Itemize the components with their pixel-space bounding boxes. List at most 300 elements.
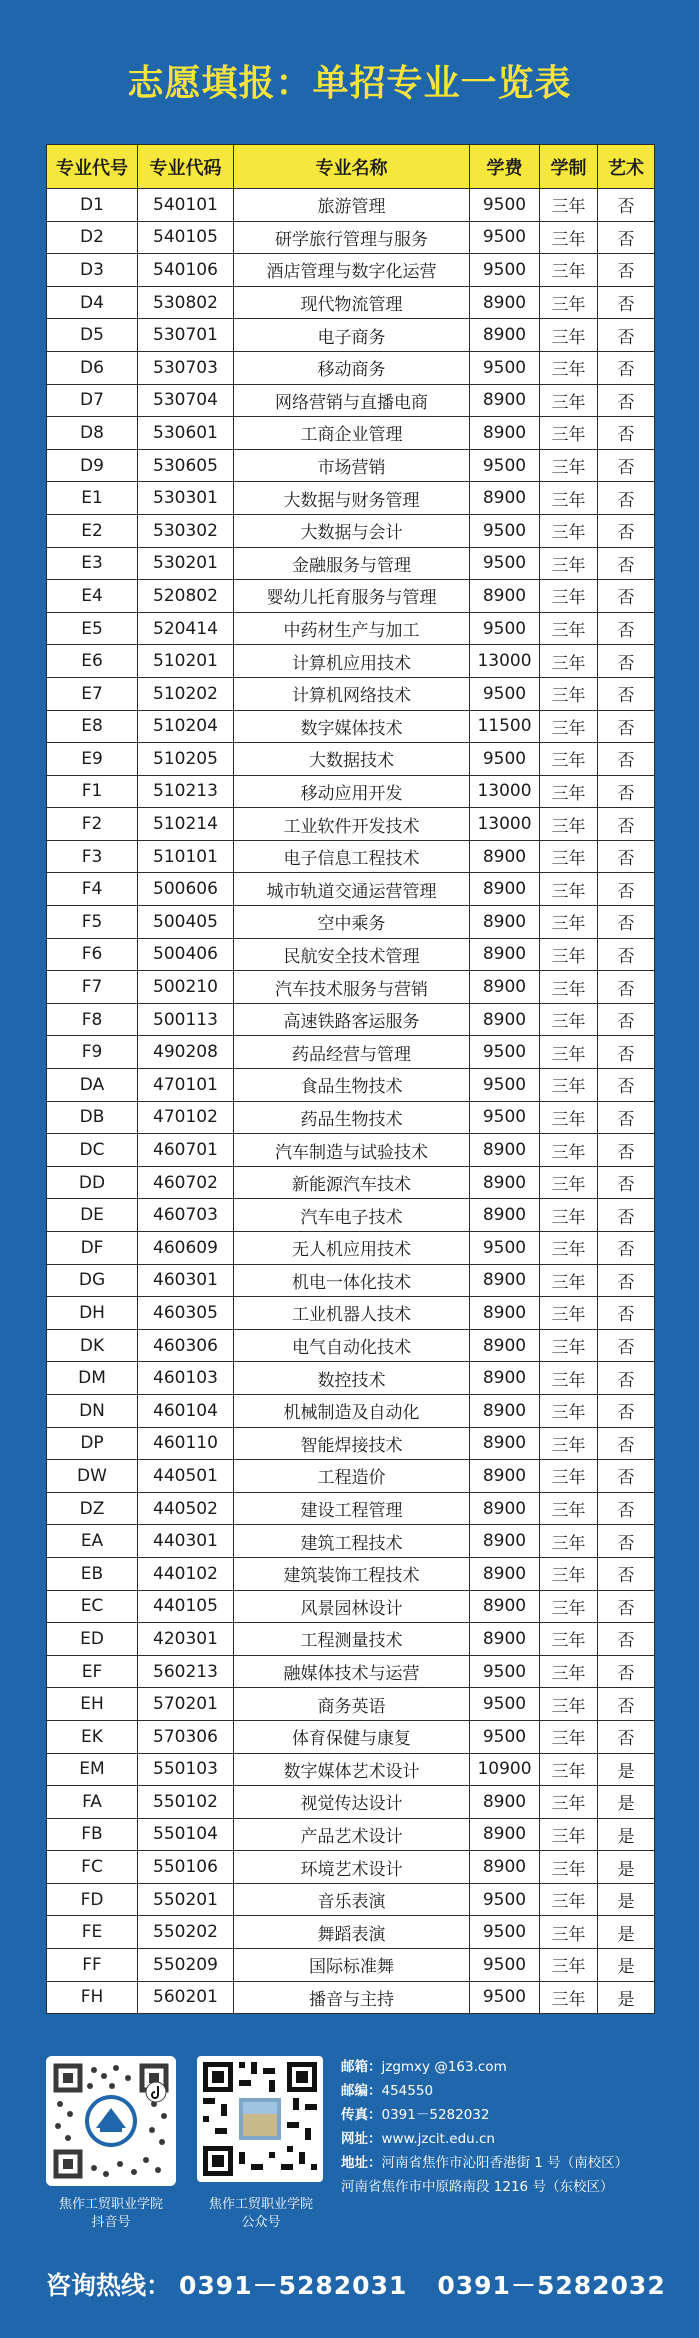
fax-line: 传真：0391－5282032 [341, 2107, 490, 2123]
cell-major-name: 电子商务 [234, 319, 470, 352]
cell-tuition: 8900 [470, 1557, 540, 1590]
cell-major-code: 440502 [138, 1492, 234, 1525]
cell-major-code: 500113 [138, 1003, 234, 1036]
cell-duration: 三年 [540, 1134, 598, 1167]
contact-info [341, 2055, 691, 2199]
cell-art: 否 [598, 1427, 655, 1460]
cell-major-id: EB [47, 1557, 138, 1590]
wechat-qr-icon [197, 2056, 323, 2182]
cell-tuition: 9500 [470, 1949, 540, 1982]
table-row [47, 1851, 655, 1884]
cell-art: 否 [598, 319, 655, 352]
cell-major-id: D1 [47, 189, 138, 222]
header-tuition: 学费 [470, 145, 540, 189]
hotline-number-1: 0391－5282031 [179, 2271, 408, 2300]
cell-tuition: 8900 [470, 1134, 540, 1167]
table-row [47, 319, 655, 352]
table-row [47, 1362, 655, 1395]
cell-tuition: 8900 [470, 1786, 540, 1819]
cell-major-code: 490208 [138, 1036, 234, 1069]
table-row [47, 1557, 655, 1590]
table-row [47, 1329, 655, 1362]
cell-major-id: DH [47, 1297, 138, 1330]
cell-duration: 三年 [540, 1525, 598, 1558]
cell-major-name: 现代物流管理 [234, 286, 470, 319]
cell-major-id: EM [47, 1753, 138, 1786]
cell-major-name: 建筑装饰工程技术 [234, 1557, 470, 1590]
cell-tuition: 9500 [470, 1883, 540, 1916]
cell-major-name: 城市轨道交通运营管理 [234, 873, 470, 906]
cell-duration: 三年 [540, 1069, 598, 1102]
cell-major-name: 金融服务与管理 [234, 547, 470, 580]
cell-tuition: 8900 [470, 384, 540, 417]
cell-major-name: 视觉传达设计 [234, 1786, 470, 1819]
cell-major-id: F7 [47, 971, 138, 1004]
cell-major-name: 播音与主持 [234, 1981, 470, 2014]
cell-major-name: 建设工程管理 [234, 1492, 470, 1525]
cell-art: 否 [598, 1720, 655, 1753]
cell-duration: 三年 [540, 1362, 598, 1395]
table-row [47, 906, 655, 939]
cell-major-id: D3 [47, 254, 138, 287]
cell-tuition: 8900 [470, 1460, 540, 1493]
cell-tuition: 8900 [470, 1003, 540, 1036]
table-row [47, 1525, 655, 1558]
cell-tuition: 9500 [470, 1101, 540, 1134]
cell-major-name: 计算机网络技术 [234, 677, 470, 710]
wechat-qr-code [197, 2056, 323, 2182]
table-row [47, 1069, 655, 1102]
cell-major-name: 移动应用开发 [234, 775, 470, 808]
header-art: 艺术 [598, 145, 655, 189]
table-row [47, 351, 655, 384]
hotline-label: 咨询热线： [46, 2271, 172, 2300]
table-row [47, 417, 655, 450]
cell-major-name: 无人机应用技术 [234, 1232, 470, 1265]
cell-major-code: 470101 [138, 1069, 234, 1102]
cell-duration: 三年 [540, 580, 598, 613]
cell-major-code: 540106 [138, 254, 234, 287]
website-value: www.jzcit.edu.cn [381, 2131, 495, 2147]
cell-tuition: 9500 [470, 1688, 540, 1721]
cell-tuition: 11500 [470, 710, 540, 743]
table-row [47, 840, 655, 873]
cell-tuition: 8900 [470, 286, 540, 319]
cell-major-name: 国际标准舞 [234, 1949, 470, 1982]
cell-major-code: 440105 [138, 1590, 234, 1623]
cell-major-id: FD [47, 1883, 138, 1916]
cell-duration: 三年 [540, 840, 598, 873]
cell-major-code: 500606 [138, 873, 234, 906]
cell-major-code: 460110 [138, 1427, 234, 1460]
cell-duration: 三年 [540, 1688, 598, 1721]
cell-duration: 三年 [540, 1003, 598, 1036]
page-title: 志愿填报：单招专业一览表 [127, 63, 572, 104]
douyin-qr-code [46, 2056, 176, 2186]
cell-major-code: 440501 [138, 1460, 234, 1493]
cell-major-name: 新能源汽车技术 [234, 1166, 470, 1199]
cell-tuition: 8900 [470, 1525, 540, 1558]
cell-major-name: 数字媒体艺术设计 [234, 1753, 470, 1786]
table-row [47, 221, 655, 254]
cell-major-code: 540101 [138, 189, 234, 222]
table-row [47, 1003, 655, 1036]
cell-major-code: 550201 [138, 1883, 234, 1916]
cell-art: 否 [598, 645, 655, 678]
cell-duration: 三年 [540, 1655, 598, 1688]
cell-duration: 三年 [540, 1101, 598, 1134]
cell-major-name: 音乐表演 [234, 1883, 470, 1916]
cell-major-code: 550209 [138, 1949, 234, 1982]
cell-major-code: 530802 [138, 286, 234, 319]
cell-major-id: FF [47, 1949, 138, 1982]
table-row [47, 254, 655, 287]
cell-duration: 三年 [540, 449, 598, 482]
cell-major-id: D4 [47, 286, 138, 319]
cell-duration: 三年 [540, 1199, 598, 1232]
cell-duration: 三年 [540, 645, 598, 678]
cell-major-name: 药品生物技术 [234, 1101, 470, 1134]
cell-art: 否 [598, 221, 655, 254]
cell-major-id: E2 [47, 514, 138, 547]
cell-duration: 三年 [540, 775, 598, 808]
table-header-row [47, 145, 655, 189]
cell-major-id: F2 [47, 808, 138, 841]
cell-art: 否 [598, 384, 655, 417]
cell-duration: 三年 [540, 384, 598, 417]
cell-art: 否 [598, 254, 655, 287]
cell-duration: 三年 [540, 514, 598, 547]
cell-major-name: 建筑工程技术 [234, 1525, 470, 1558]
cell-major-name: 电子信息工程技术 [234, 840, 470, 873]
cell-tuition: 9500 [470, 1981, 540, 2014]
cell-tuition: 8900 [470, 840, 540, 873]
table-row [47, 1786, 655, 1819]
cell-duration: 三年 [540, 612, 598, 645]
cell-tuition: 9500 [470, 1916, 540, 1949]
cell-duration: 三年 [540, 1232, 598, 1265]
cell-duration: 三年 [540, 1949, 598, 1982]
cell-major-code: 460703 [138, 1199, 234, 1232]
table-row [47, 1916, 655, 1949]
table-row [47, 1036, 655, 1069]
cell-major-code: 460301 [138, 1264, 234, 1297]
cell-major-id: F6 [47, 938, 138, 971]
cell-major-code: 550106 [138, 1851, 234, 1884]
cell-art: 否 [598, 1134, 655, 1167]
cell-art: 否 [598, 1557, 655, 1590]
cell-major-id: EA [47, 1525, 138, 1558]
cell-tuition: 8900 [470, 319, 540, 352]
cell-art: 否 [598, 906, 655, 939]
cell-major-id: DN [47, 1394, 138, 1427]
cell-major-name: 汽车电子技术 [234, 1199, 470, 1232]
cell-major-name: 工程测量技术 [234, 1623, 470, 1656]
cell-duration: 三年 [540, 254, 598, 287]
cell-major-code: 440102 [138, 1557, 234, 1590]
cell-major-code: 530301 [138, 482, 234, 515]
cell-major-name: 体育保健与康复 [234, 1720, 470, 1753]
cell-duration: 三年 [540, 286, 598, 319]
cell-duration: 三年 [540, 1427, 598, 1460]
cell-tuition: 9500 [470, 189, 540, 222]
tiktok-qr-icon [46, 2056, 176, 2186]
cell-major-id: F8 [47, 1003, 138, 1036]
cell-tuition: 8900 [470, 938, 540, 971]
table-row [47, 1101, 655, 1134]
cell-major-id: DM [47, 1362, 138, 1395]
cell-major-id: F9 [47, 1036, 138, 1069]
cell-art: 否 [598, 1655, 655, 1688]
cell-tuition: 13000 [470, 645, 540, 678]
cell-major-name: 酒店管理与数字化运营 [234, 254, 470, 287]
cell-major-name: 婴幼儿托育服务与管理 [234, 580, 470, 613]
cell-major-id: D8 [47, 417, 138, 450]
cell-major-code: 510101 [138, 840, 234, 873]
table-row [47, 1981, 655, 2014]
cell-duration: 三年 [540, 1851, 598, 1884]
cell-art: 否 [598, 514, 655, 547]
cell-major-code: 530302 [138, 514, 234, 547]
cell-major-name: 工商企业管理 [234, 417, 470, 450]
email-line: 邮箱：jzgmxy @163.com [341, 2059, 507, 2075]
cell-art: 否 [598, 1101, 655, 1134]
cell-major-name: 网络营销与直播电商 [234, 384, 470, 417]
cell-duration: 三年 [540, 1264, 598, 1297]
cell-art: 否 [598, 775, 655, 808]
cell-major-code: 550102 [138, 1786, 234, 1819]
cell-tuition: 8900 [470, 1818, 540, 1851]
cell-major-id: DB [47, 1101, 138, 1134]
cell-major-id: EC [47, 1590, 138, 1623]
table-row [47, 645, 655, 678]
cell-major-code: 510213 [138, 775, 234, 808]
cell-major-code: 560201 [138, 1981, 234, 2014]
cell-art: 是 [598, 1949, 655, 1982]
cell-major-id: E5 [47, 612, 138, 645]
cell-tuition: 8900 [470, 1851, 540, 1884]
cell-major-code: 510214 [138, 808, 234, 841]
table-row [47, 938, 655, 971]
cell-major-name: 机电一体化技术 [234, 1264, 470, 1297]
cell-duration: 三年 [540, 189, 598, 222]
table-row [47, 1655, 655, 1688]
cell-major-code: 460103 [138, 1362, 234, 1395]
consult-hotline [46, 2266, 686, 2306]
cell-tuition: 9500 [470, 221, 540, 254]
table-row [47, 1753, 655, 1786]
cell-major-code: 440301 [138, 1525, 234, 1558]
cell-major-code: 530701 [138, 319, 234, 352]
cell-major-id: DE [47, 1199, 138, 1232]
cell-major-name: 数字媒体技术 [234, 710, 470, 743]
table-row [47, 1264, 655, 1297]
cell-major-id: D2 [47, 221, 138, 254]
cell-duration: 三年 [540, 1036, 598, 1069]
table-row [47, 1297, 655, 1330]
cell-art: 是 [598, 1786, 655, 1819]
cell-major-code: 470102 [138, 1101, 234, 1134]
cell-major-name: 计算机应用技术 [234, 645, 470, 678]
cell-duration: 三年 [540, 1883, 598, 1916]
major-table [46, 144, 654, 2010]
table-row [47, 1134, 655, 1167]
cell-major-id: FB [47, 1818, 138, 1851]
cell-duration: 三年 [540, 971, 598, 1004]
cell-major-id: DK [47, 1329, 138, 1362]
cell-art: 否 [598, 938, 655, 971]
address-line-1: 地址：河南省焦作市沁阳香港街 1 号（南校区） [341, 2155, 629, 2171]
cell-art: 否 [598, 1003, 655, 1036]
cell-tuition: 9500 [470, 743, 540, 776]
cell-major-code: 550202 [138, 1916, 234, 1949]
cell-major-code: 560213 [138, 1655, 234, 1688]
cell-major-code: 510205 [138, 743, 234, 776]
table-row [47, 1949, 655, 1982]
table-row [47, 971, 655, 1004]
cell-art: 是 [598, 1818, 655, 1851]
cell-major-name: 工程造价 [234, 1460, 470, 1493]
cell-tuition: 9500 [470, 677, 540, 710]
cell-major-id: E4 [47, 580, 138, 613]
cell-major-code: 520802 [138, 580, 234, 613]
cell-tuition: 8900 [470, 1590, 540, 1623]
table-row [47, 1427, 655, 1460]
cell-major-code: 570306 [138, 1720, 234, 1753]
cell-tuition: 13000 [470, 775, 540, 808]
cell-tuition: 9500 [470, 1232, 540, 1265]
cell-art: 否 [598, 612, 655, 645]
cell-major-name: 数控技术 [234, 1362, 470, 1395]
table-row [47, 449, 655, 482]
cell-major-id: EK [47, 1720, 138, 1753]
cell-major-code: 530601 [138, 417, 234, 450]
cell-major-name: 工业机器人技术 [234, 1297, 470, 1330]
cell-major-id: DC [47, 1134, 138, 1167]
cell-duration: 三年 [540, 906, 598, 939]
header-major-id: 专业代号 [47, 145, 138, 189]
cell-major-name: 汽车技术服务与营销 [234, 971, 470, 1004]
cell-art: 否 [598, 971, 655, 1004]
cell-tuition: 8900 [470, 1362, 540, 1395]
cell-duration: 三年 [540, 938, 598, 971]
cell-art: 否 [598, 1069, 655, 1102]
cell-art: 否 [598, 1394, 655, 1427]
cell-duration: 三年 [540, 873, 598, 906]
cell-major-code: 460305 [138, 1297, 234, 1330]
cell-major-id: DA [47, 1069, 138, 1102]
cell-tuition: 8900 [470, 482, 540, 515]
cell-major-code: 510202 [138, 677, 234, 710]
table-row [47, 1818, 655, 1851]
cell-art: 否 [598, 482, 655, 515]
cell-tuition: 9500 [470, 1655, 540, 1688]
cell-duration: 三年 [540, 1818, 598, 1851]
cell-major-code: 530703 [138, 351, 234, 384]
cell-major-name: 汽车制造与试验技术 [234, 1134, 470, 1167]
table-row [47, 1720, 655, 1753]
cell-art: 否 [598, 1036, 655, 1069]
cell-major-name: 舞蹈表演 [234, 1916, 470, 1949]
cell-major-id: DZ [47, 1492, 138, 1525]
cell-major-code: 460609 [138, 1232, 234, 1265]
cell-tuition: 8900 [470, 1492, 540, 1525]
table-row [47, 743, 655, 776]
cell-duration: 三年 [540, 221, 598, 254]
cell-major-name: 机械制造及自动化 [234, 1394, 470, 1427]
cell-major-id: EF [47, 1655, 138, 1688]
cell-art: 否 [598, 351, 655, 384]
cell-major-code: 500405 [138, 906, 234, 939]
cell-tuition: 8900 [470, 1166, 540, 1199]
hotline-number-2: 0391－5282032 [437, 2271, 666, 2300]
cell-art: 否 [598, 1590, 655, 1623]
cell-major-code: 520414 [138, 612, 234, 645]
cell-tuition: 8900 [470, 906, 540, 939]
cell-tuition: 9500 [470, 1720, 540, 1753]
cell-duration: 三年 [540, 1753, 598, 1786]
cell-art: 是 [598, 1981, 655, 2014]
cell-major-id: E9 [47, 743, 138, 776]
cell-art: 否 [598, 840, 655, 873]
cell-art: 否 [598, 1460, 655, 1493]
table-row [47, 808, 655, 841]
cell-art: 否 [598, 808, 655, 841]
cell-duration: 三年 [540, 1460, 598, 1493]
table-row [47, 189, 655, 222]
cell-major-code: 460306 [138, 1329, 234, 1362]
table-row [47, 482, 655, 515]
cell-duration: 三年 [540, 677, 598, 710]
cell-major-code: 550103 [138, 1753, 234, 1786]
cell-major-code: 460104 [138, 1394, 234, 1427]
cell-major-id: FH [47, 1981, 138, 2014]
cell-major-name: 风景园林设计 [234, 1590, 470, 1623]
cell-major-code: 550104 [138, 1818, 234, 1851]
cell-duration: 三年 [540, 1786, 598, 1819]
header-major-code: 专业代码 [138, 145, 234, 189]
cell-art: 是 [598, 1851, 655, 1884]
cell-duration: 三年 [540, 1297, 598, 1330]
cell-major-id: DF [47, 1232, 138, 1265]
cell-duration: 三年 [540, 1916, 598, 1949]
cell-tuition: 9500 [470, 547, 540, 580]
cell-art: 是 [598, 1916, 655, 1949]
cell-art: 是 [598, 1753, 655, 1786]
cell-art: 否 [598, 1329, 655, 1362]
cell-tuition: 9500 [470, 514, 540, 547]
cell-major-id: F3 [47, 840, 138, 873]
cell-major-code: 510204 [138, 710, 234, 743]
fax-value: 0391－5282032 [381, 2107, 490, 2123]
cell-art: 是 [598, 1883, 655, 1916]
cell-art: 否 [598, 1525, 655, 1558]
cell-art: 否 [598, 449, 655, 482]
cell-major-id: ED [47, 1623, 138, 1656]
address-value-1: 河南省焦作市沁阳香港街 1 号（南校区） [381, 2155, 629, 2171]
table-row [47, 677, 655, 710]
cell-major-id: D5 [47, 319, 138, 352]
cell-major-name: 电气自动化技术 [234, 1329, 470, 1362]
cell-duration: 三年 [540, 319, 598, 352]
table-row [47, 1460, 655, 1493]
table-row [47, 580, 655, 613]
cell-tuition: 8900 [470, 580, 540, 613]
postcode-value: 454550 [381, 2083, 434, 2099]
cell-art: 否 [598, 1623, 655, 1656]
cell-duration: 三年 [540, 1492, 598, 1525]
cell-duration: 三年 [540, 417, 598, 450]
